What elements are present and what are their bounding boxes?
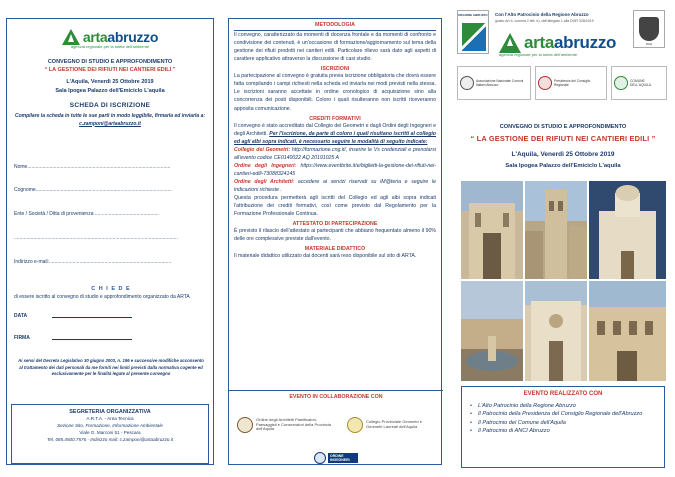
architetti-label: Ordine degli Architetti xyxy=(234,179,293,185)
contact-email-link[interactable]: c.zamponi@artaabruzzo.it xyxy=(79,120,141,127)
comune-aquila-logo xyxy=(611,66,667,100)
comune-label: COMUNE DELL'AQUILA xyxy=(630,78,651,87)
regione-abruzzo-logo xyxy=(457,10,489,54)
ingegneri-link[interactable]: https://www.eventbrite.it/e/biglietti-la-gestione-dei-rifiuti-nei-cantieri-edili-73088324145 xyxy=(234,162,436,177)
consiglio-emblem-icon xyxy=(538,76,552,90)
arta-logo-mark-icon xyxy=(62,29,80,45)
materiale-text: Il materiale didattico utilizzato dai docenti sarà reso disponibile sul sito di ARTA. xyxy=(234,253,417,260)
logo-word-b: abruzzo xyxy=(554,33,617,52)
field-ente-continued[interactable]: ...................................................................................................................... xyxy=(14,235,178,241)
regione-abruzzo-emblem-icon xyxy=(462,23,486,51)
chiede-heading: C H I E D E xyxy=(91,286,131,292)
consiglio-regionale-logo xyxy=(535,66,607,100)
geometri-logo-text: Collegio Provinciale Geometri e Geometri Laureati dell'Aquila xyxy=(366,419,423,429)
segreteria-box xyxy=(11,404,209,464)
patronage-logos xyxy=(457,6,669,104)
logo-word-a: arta xyxy=(82,29,108,45)
cover-title: “ LA GESTIONE DEI RIFIUTI NEI CANTIERI EDILI ” xyxy=(470,134,656,143)
architetti-logo xyxy=(237,417,337,433)
field-ente[interactable]: Ente / Società / Ditta di provenienza .............................................. xyxy=(14,211,159,217)
list-item: • Il Patrocinio di ANCI Abruzzo xyxy=(470,427,659,435)
cover-heading: CONVEGNO DI STUDIO E APPROFONDIMENTO xyxy=(499,124,627,130)
collab-title: EVENTO IN COLLABORAZIONE CON xyxy=(289,394,383,400)
cover-date: L'Aquila, Venerdì 25 Ottobre 2019 xyxy=(511,151,615,158)
segreteria-title: SEGRETERIA ORGANIZZATIVA xyxy=(69,409,151,415)
cover-panel xyxy=(457,6,669,471)
photo-cathedral xyxy=(525,281,587,381)
registration-panel xyxy=(6,18,214,465)
consiglio-label: Presidenza del Consiglio Regionale xyxy=(554,78,591,87)
architetti-text: : accedere ai servizi riservati su iM@teria e seguire le indicazioni richieste . xyxy=(234,179,436,194)
metodologia-text: Il convegno, caratterizzato da momenti di docenza frontale e da momenti di confronto e condivisione dei contenuti, è un'occasione di formazione/aggiornamento sul tema della gestione dei rifiuti prodotti nei cantieri edili. Particolare rilievo sarà dato agli aspetti di carattere applicativo attraverso la discussione di casi studio. xyxy=(234,32,436,63)
geometri-link[interactable]: http://formazione.cng.it/, inserire le Vs credenziali e prenotarsi all'evento codice CE0140022 AQ 20191025 A xyxy=(234,146,437,161)
segreteria-line-4: Tel. 085.4500.7576 - Indirizzo mail: c.zamponi@artaabruzzo.it xyxy=(46,436,174,442)
crediti-block xyxy=(229,122,441,219)
info-panel xyxy=(228,18,442,465)
anci-emblem-icon xyxy=(460,76,474,90)
data-signature-line[interactable] xyxy=(52,317,132,318)
ingegneri-label: Ordine degli Ingegneri: xyxy=(234,162,297,169)
firma-label: FIRMA xyxy=(14,335,30,341)
attestato-text: È previsto il rilascio dell'attestato ai partecipanti che abbiano frequentato almeno il 90% delle ore complessive previste dall'evento. xyxy=(234,228,436,243)
ingegneri-seal-icon xyxy=(314,452,326,464)
photo-fountain xyxy=(461,281,523,381)
convegno-heading: CONVEGNO DI STUDIO E APPROFONDIMENTO xyxy=(47,59,173,65)
materiale-title: MATERIALE DIDATTICO xyxy=(304,246,366,253)
arta-logo xyxy=(7,29,213,45)
list-item: • Il Patrocinio del Comune dell'Aquila xyxy=(470,419,659,427)
cover-venue: Sala Ipogea Palazzo dell'Emiciclo L'aquila xyxy=(505,163,621,169)
segreteria-line-3: Viale G. Marconi 51 - Pescara xyxy=(79,430,141,436)
list-item: • Il Patrocinio della Presidenza del Consiglio Regionale dell'Abruzzo xyxy=(470,410,659,418)
architetti-seal-icon xyxy=(237,417,253,433)
evento-title: EVENTO REALIZZATO CON xyxy=(523,391,603,397)
event-venue: Sala Ipogea Palazzo dell'Emiciclo L'aquila xyxy=(55,88,165,94)
convegno-title: “ LA GESTIONE DEI RIFIUTI NEI CANTIERI EDILI ” xyxy=(44,67,176,73)
geometri-logo xyxy=(347,417,439,433)
geometri-seal-icon xyxy=(347,417,363,433)
anci-logo xyxy=(457,66,531,100)
ingegneri-logo-text: ORDINE INGEGNERI xyxy=(328,453,358,463)
metodologia-title: METODOLOGIA xyxy=(315,22,355,28)
firma-signature-line[interactable] xyxy=(52,339,132,340)
crediti-text-2: Questa procedura permetterà agli iscritti del Collegio ed agli albi sopra indicati l'attribuzione dei crediti formativi, così come previsto dal Regolamento per la Formazione Professionale Continua. xyxy=(234,195,436,218)
geometri-label: Collegio dei Geometri: xyxy=(234,146,291,153)
crediti-bold-text: Per l'iscrizione, da parte di coloro i quali risultano iscritti al collegio ed agli albi sopra indicati, è necessario seguire le modalità di seguito indicate: xyxy=(234,130,436,145)
list-item: • L'Alto Patrocinio della Regione Abruzzo xyxy=(470,402,659,410)
photo-church-facade xyxy=(461,181,523,279)
arta-logo-large xyxy=(499,33,616,57)
logo-word-b: abruzzo xyxy=(107,29,159,45)
ingegneri-logo xyxy=(314,451,358,465)
privacy-notice: Ai sensi del Decreto Legislativo 30 giugno 2003, n. 196 e successive modifiche acconsento al trattamento dei dati personali da me forniti nei limiti previsti dalla normativa cogente ed esclusivamente per le finalità legate al presente convegno xyxy=(18,358,204,377)
regione-abruzzo-label: REGIONE ABRUZZO xyxy=(458,13,488,17)
photo-palazzo xyxy=(589,281,666,381)
comune-emblem-icon xyxy=(614,76,628,90)
photo-basilica-night xyxy=(589,181,666,279)
alto-patrocinio-text: Con l'Alto Patrocinio della Regione Abruzzo xyxy=(495,12,589,17)
aquila-crest-logo xyxy=(633,10,665,48)
field-email[interactable]: Indirizzo e-mail:........................................................................................ xyxy=(14,259,172,265)
arta-logo-mark-icon xyxy=(499,33,521,53)
evento-list xyxy=(462,402,664,436)
iscrizioni-title: ISCRIZIONI xyxy=(320,66,350,73)
field-cognome[interactable]: Cognome.................................................................................................. xyxy=(14,187,172,193)
iscrizioni-text: La partecipazione al convegno è gratuita previa iscrizione obbligatoria che dovrà essere fatta compilando i campi richiesti nella scheda ed inviarla nei modi previsti nella stessa. Le iscrizioni saranno accettate in ordine cronologico di acquisizione sino alla concorrenza dei posti disponibili. Coloro i quali risulteranno non iscritti riceveranno apposita comunicazione. xyxy=(234,73,436,112)
photo-street-tower xyxy=(525,181,587,279)
crediti-text-1: Il convegno è stato accreditato dal Collegio dei Geometri e dagli Ordini degli Ingegneri e degli Architetti. xyxy=(234,122,436,137)
evento-box xyxy=(461,386,665,468)
field-nome[interactable]: Nome....................................................................................................... xyxy=(14,164,171,170)
logo-word-a: arta xyxy=(524,33,554,52)
chiede-text: di essere iscritto al convegno di studio e approfondimento organizzato da ARTA xyxy=(14,294,190,300)
scheda-title: SCHEDA DI ISCRIZIONE xyxy=(69,102,151,109)
alto-patrocinio-subtext: giusto Art 4, comma 2 lett. e), dell'allegato 1 alla DGR 328/2019 xyxy=(495,19,594,23)
eagle-crest-icon xyxy=(639,17,659,41)
event-date: L'Aquila, Venerdì 25 Ottobre 2019 xyxy=(66,79,154,85)
laquila-photo-collage xyxy=(461,181,666,381)
attestato-title: ATTESTATO DI PARTECIPAZIONE xyxy=(292,221,378,228)
crediti-title: CREDITI FORMATIVI xyxy=(309,115,361,122)
segreteria-line-2: Sezione Sito, Formazione, Informazione Ambientale xyxy=(57,423,163,429)
collaboration-section xyxy=(229,390,443,466)
arta-logo-subtitle: agenzia regionale per la tutela dell'ambiente xyxy=(499,52,578,57)
anci-label: Associazione Nazionale Comuni Italiani Abruzzo xyxy=(476,78,524,87)
architetti-logo-text: Ordine degli Architetti Pianificatori, Paesaggisti e Conservatori della Provincia dell'Aquila xyxy=(256,416,331,432)
compile-instructions: Compilare la scheda in tutte le sue parti in modo leggibile, firmarla ed inviarla a: xyxy=(14,113,206,119)
arta-logo-subtitle: agenzia regionale per la tutela dell'ambiente xyxy=(70,44,150,49)
data-label: DATA xyxy=(14,313,28,319)
segreteria-line-1: A.R.T.A. - Area Tecnica xyxy=(86,416,134,422)
crest-label: PAQ xyxy=(645,42,653,46)
